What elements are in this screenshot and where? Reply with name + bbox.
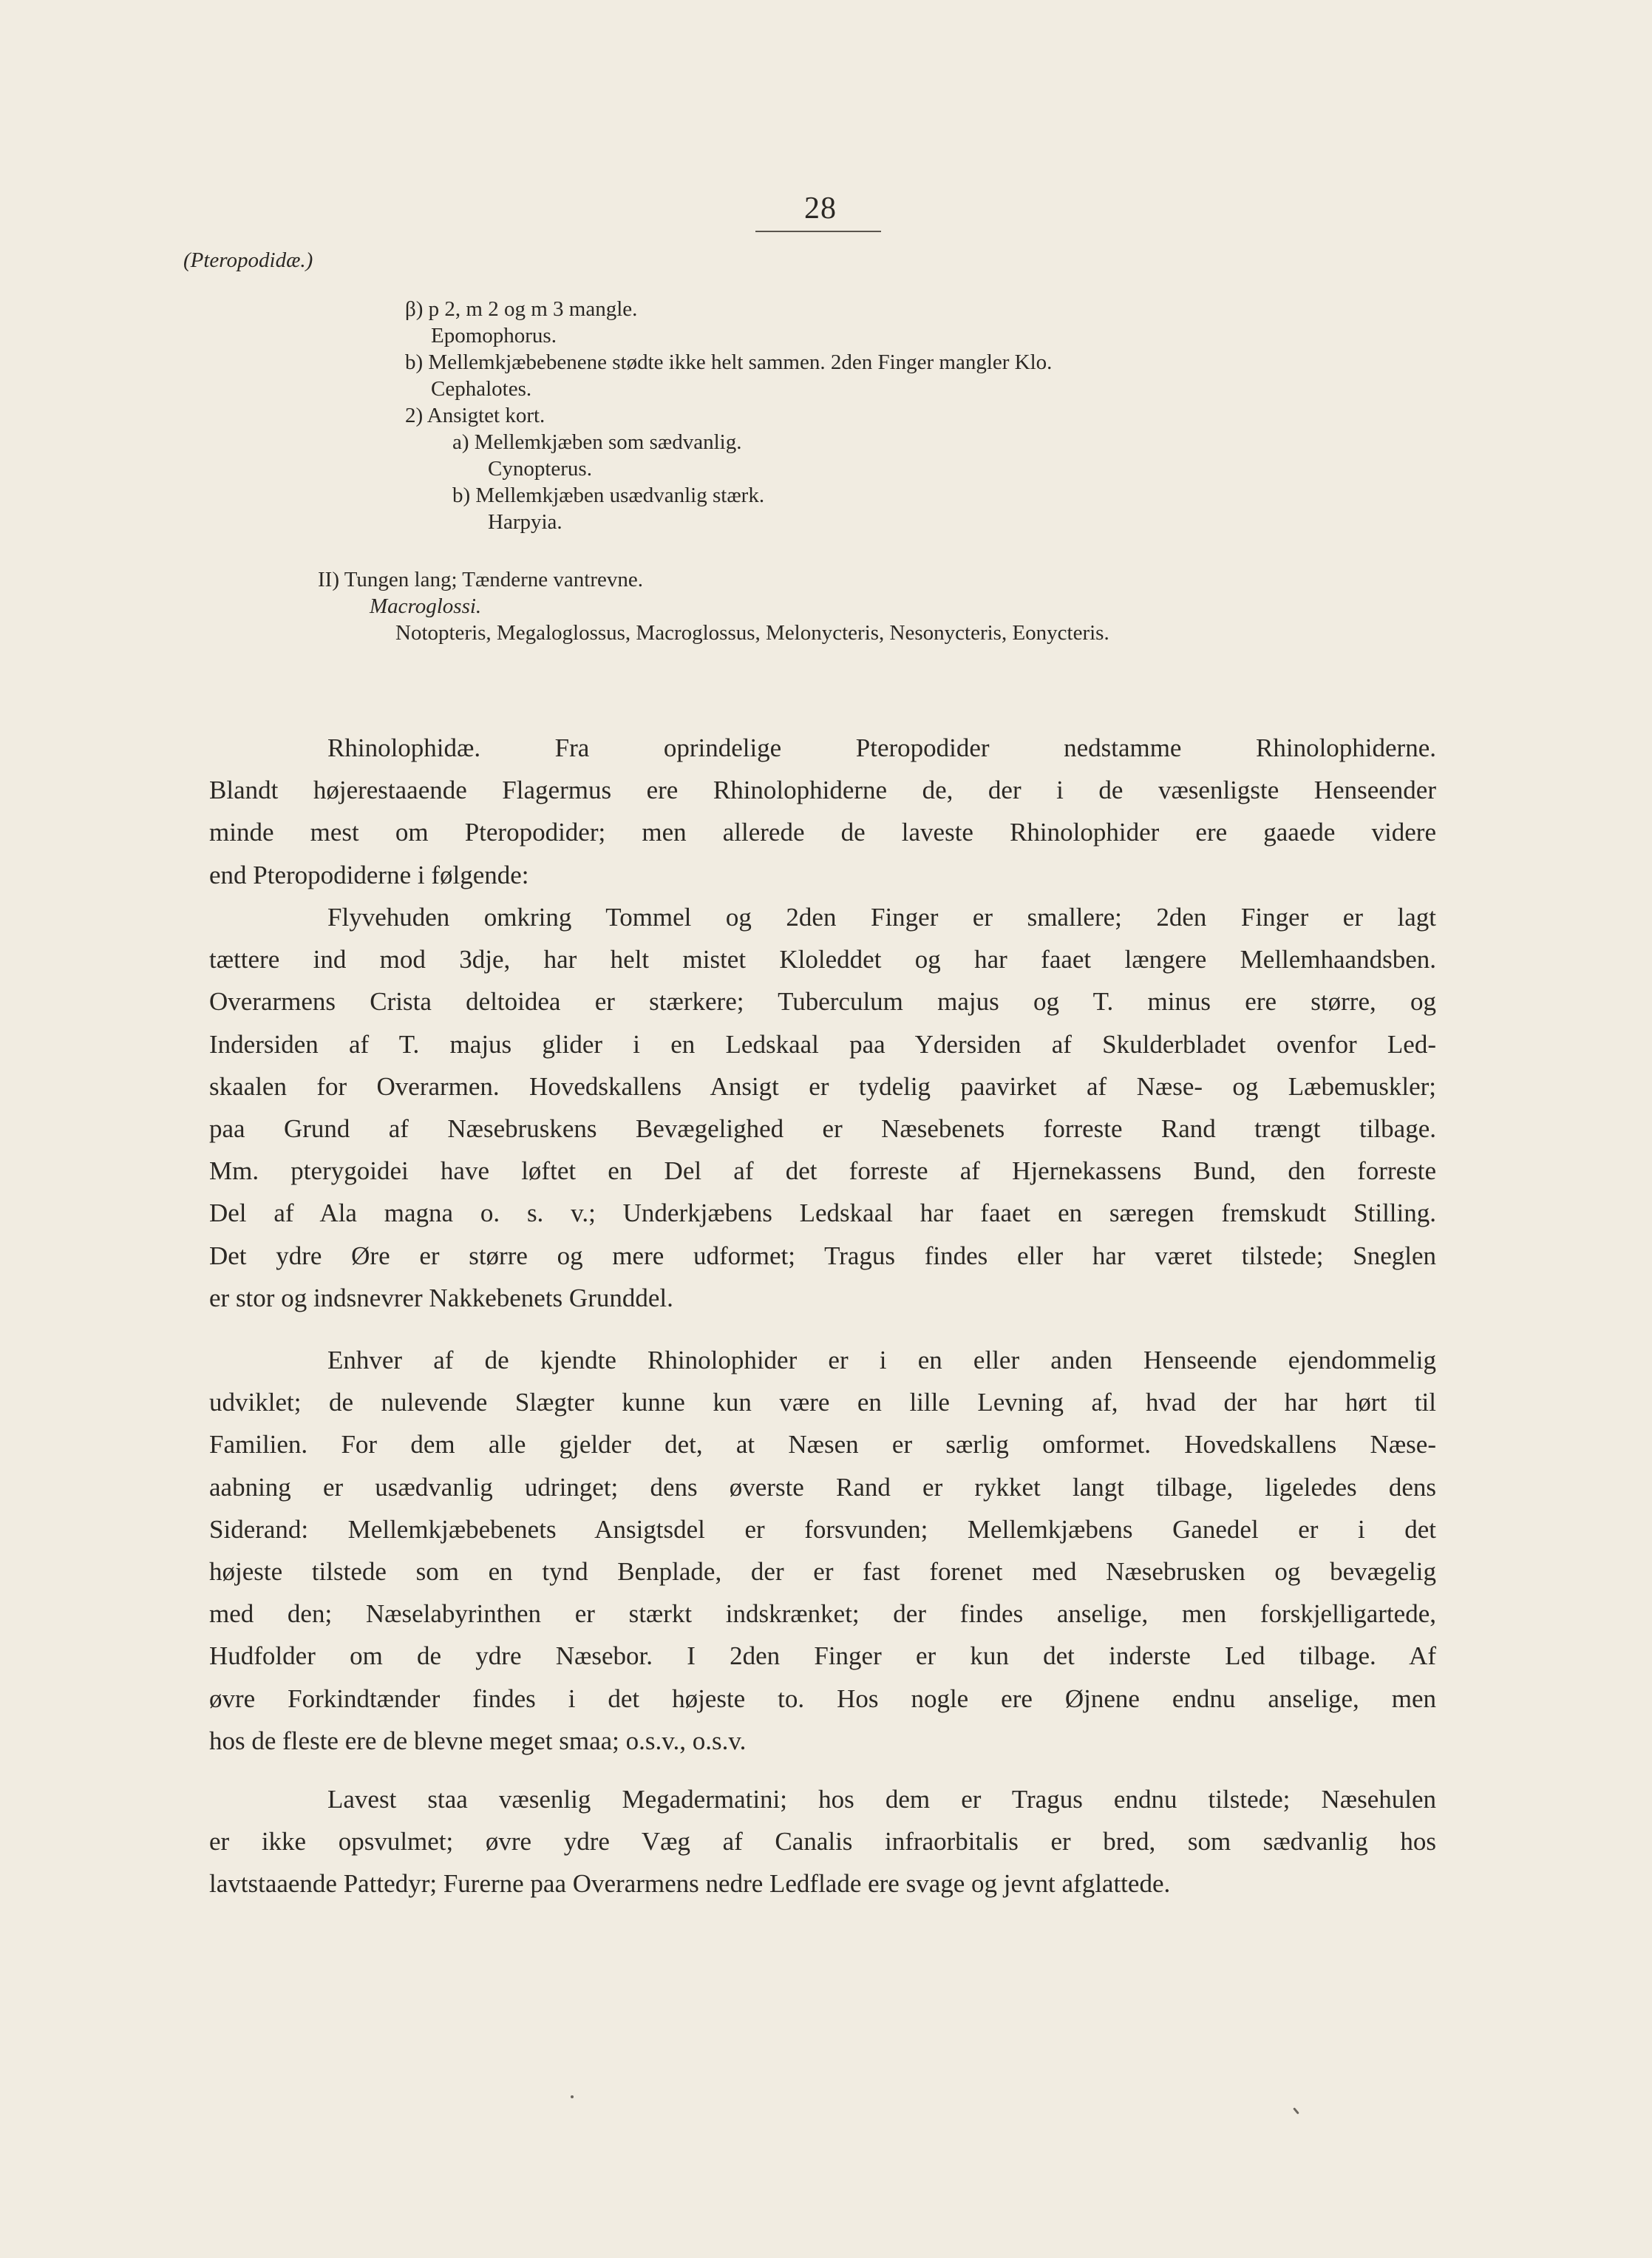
text-line: Indersiden af T. majus glider i en Ledskaal paa Ydersiden af Skulderbladet ovenfor Led- [209, 1029, 1436, 1059]
text-line: Det ydre Øre er større og mere udformet; Tragus findes eller har været tilstede; Sneglen [209, 1241, 1436, 1270]
text-line: er ikke opsvulmet; øvre ydre Væg af Canalis infraorbitalis er bred, som sædvanlig hos [209, 1827, 1436, 1857]
text-line: er stor og indsnevrer Nakkebenets Grunddel. [209, 1283, 673, 1312]
text-line: Blandt højerestaaende Flagermus ere Rhinolophiderne de, der i de væsenligste Henseender [209, 776, 1436, 805]
key-genus: Harpyia. [488, 510, 562, 534]
text-line: udviklet; de nulevende Slægter kunne kun være en lille Levning af, hvad der har hørt til [209, 1388, 1436, 1417]
page-number: 28 [804, 191, 837, 226]
text-line: Mm. pterygoidei have løftet en Del af det forreste af Hjernekassens Bund, den forreste [209, 1156, 1436, 1186]
key-genus: Cephalotes. [431, 377, 532, 401]
text-line: minde mest om Pteropodider; men allerede de laveste Rhinolophider ere gaaede videre [209, 818, 1436, 847]
paper-speck [571, 2095, 574, 2098]
text-line: Familien. For dem alle gjelder det, at Næsen er særlig omformet. Hovedskallens Næse- [209, 1430, 1436, 1459]
key-group: Macroglossi. [370, 594, 482, 618]
text-line: lavtstaaende Pattedyr; Furerne paa Overarmens nedre Ledflade ere svage og jevnt afglattede. [209, 1869, 1171, 1899]
running-head: (Pteropodidæ.) [183, 248, 313, 272]
key-line: β) p 2, m 2 og m 3 mangle. [405, 297, 638, 321]
key-line: b) Mellemkjæbebenene stødte ikke helt sammen. 2den Finger mangler Klo. [405, 350, 1053, 374]
text-line: Del af Ala magna o. s. v.; Underkjæbens Ledskaal har faaet en særegen fremskudt Stilling. [209, 1198, 1436, 1228]
key-line: II) Tungen lang; Tænderne vantrevne. [318, 568, 644, 591]
text-line: end Pteropodiderne i følgende: [209, 860, 529, 889]
text-line: Enhver af de kjendte Rhinolophider er i en eller anden Henseende ejendommelig [327, 1346, 1436, 1374]
text-line: skaalen for Overarmen. Hovedskallens Ansigt er tydelig paavirket af Næse- og Læbemuskler; [209, 1071, 1436, 1101]
text-line: hos de fleste ere de blevne meget smaa; o.s.v., o.s.v. [209, 1726, 747, 1755]
text-line: tættere ind mod 3dje, har helt mistet Kloleddet og har faaet længere Mellemhaandsben. [209, 945, 1436, 974]
paragraph-peculiarities [209, 1339, 1436, 1762]
page-number-rule [755, 231, 881, 232]
text-line: Rhinolophidæ. Fra oprindelige Pteropodider nedstamme Rhinolophiderne. [327, 733, 1436, 762]
paragraph-intro [209, 727, 1436, 896]
text-line: øvre Forkindtænder findes i det højeste to. Hos nogle ere Øjnene endnu anselige, men [209, 1684, 1436, 1713]
text-line: paa Grund af Næsebruskens Bevægelighed er Næsebenets forreste Rand trængt tilbage. [209, 1114, 1436, 1144]
text-line: Lavest staa væsenlig Megadermatini; hos dem er Tragus endnu tilstede; Næsehulen [327, 1785, 1436, 1814]
paragraph-megadermatini [209, 1778, 1436, 1905]
paper-speck [1293, 2107, 1299, 2115]
key-line: a) Mellemkjæben som sædvanlig. [452, 430, 742, 454]
text-line: højeste tilstede som en tynd Benplade, der er fast forenet med Næsebrusken og bevægelig [209, 1557, 1436, 1587]
key-line: b) Mellemkjæben usædvanlig stærk. [452, 484, 765, 507]
text-line: aabning er usædvanlig udringet; dens øverste Rand er rykket langt tilbage, ligeledes dens [209, 1472, 1436, 1502]
paragraph-characters [209, 896, 1436, 1319]
text-line: Siderand: Mellemkjæbebenets Ansigtsdel er forsvunden; Mellemkjæbens Ganedel er i det [209, 1514, 1436, 1544]
text-line: Overarmens Crista deltoidea er stærkere; Tuberculum majus og T. minus ere større, og [209, 987, 1436, 1017]
key-genus: Cynopterus. [488, 457, 592, 481]
text-line: Flyvehuden omkring Tommel og 2den Finger er smallere; 2den Finger er lagt [327, 903, 1436, 932]
text-line: Hudfolder om de ydre Næsebor. I 2den Finger er kun det inderste Led tilbage. Af [209, 1641, 1436, 1671]
key-genera: Notopteris, Megaloglossus, Macroglossus, Melonycteris, Nesonycteris, Eonycteris. [395, 621, 1109, 645]
text-line: med den; Næselabyrinthen er stærkt indskrænket; der findes anselige, men forskjelligartede, [209, 1599, 1436, 1629]
key-genus: Epomophorus. [431, 324, 557, 347]
key-line: 2) Ansigtet kort. [405, 404, 545, 427]
